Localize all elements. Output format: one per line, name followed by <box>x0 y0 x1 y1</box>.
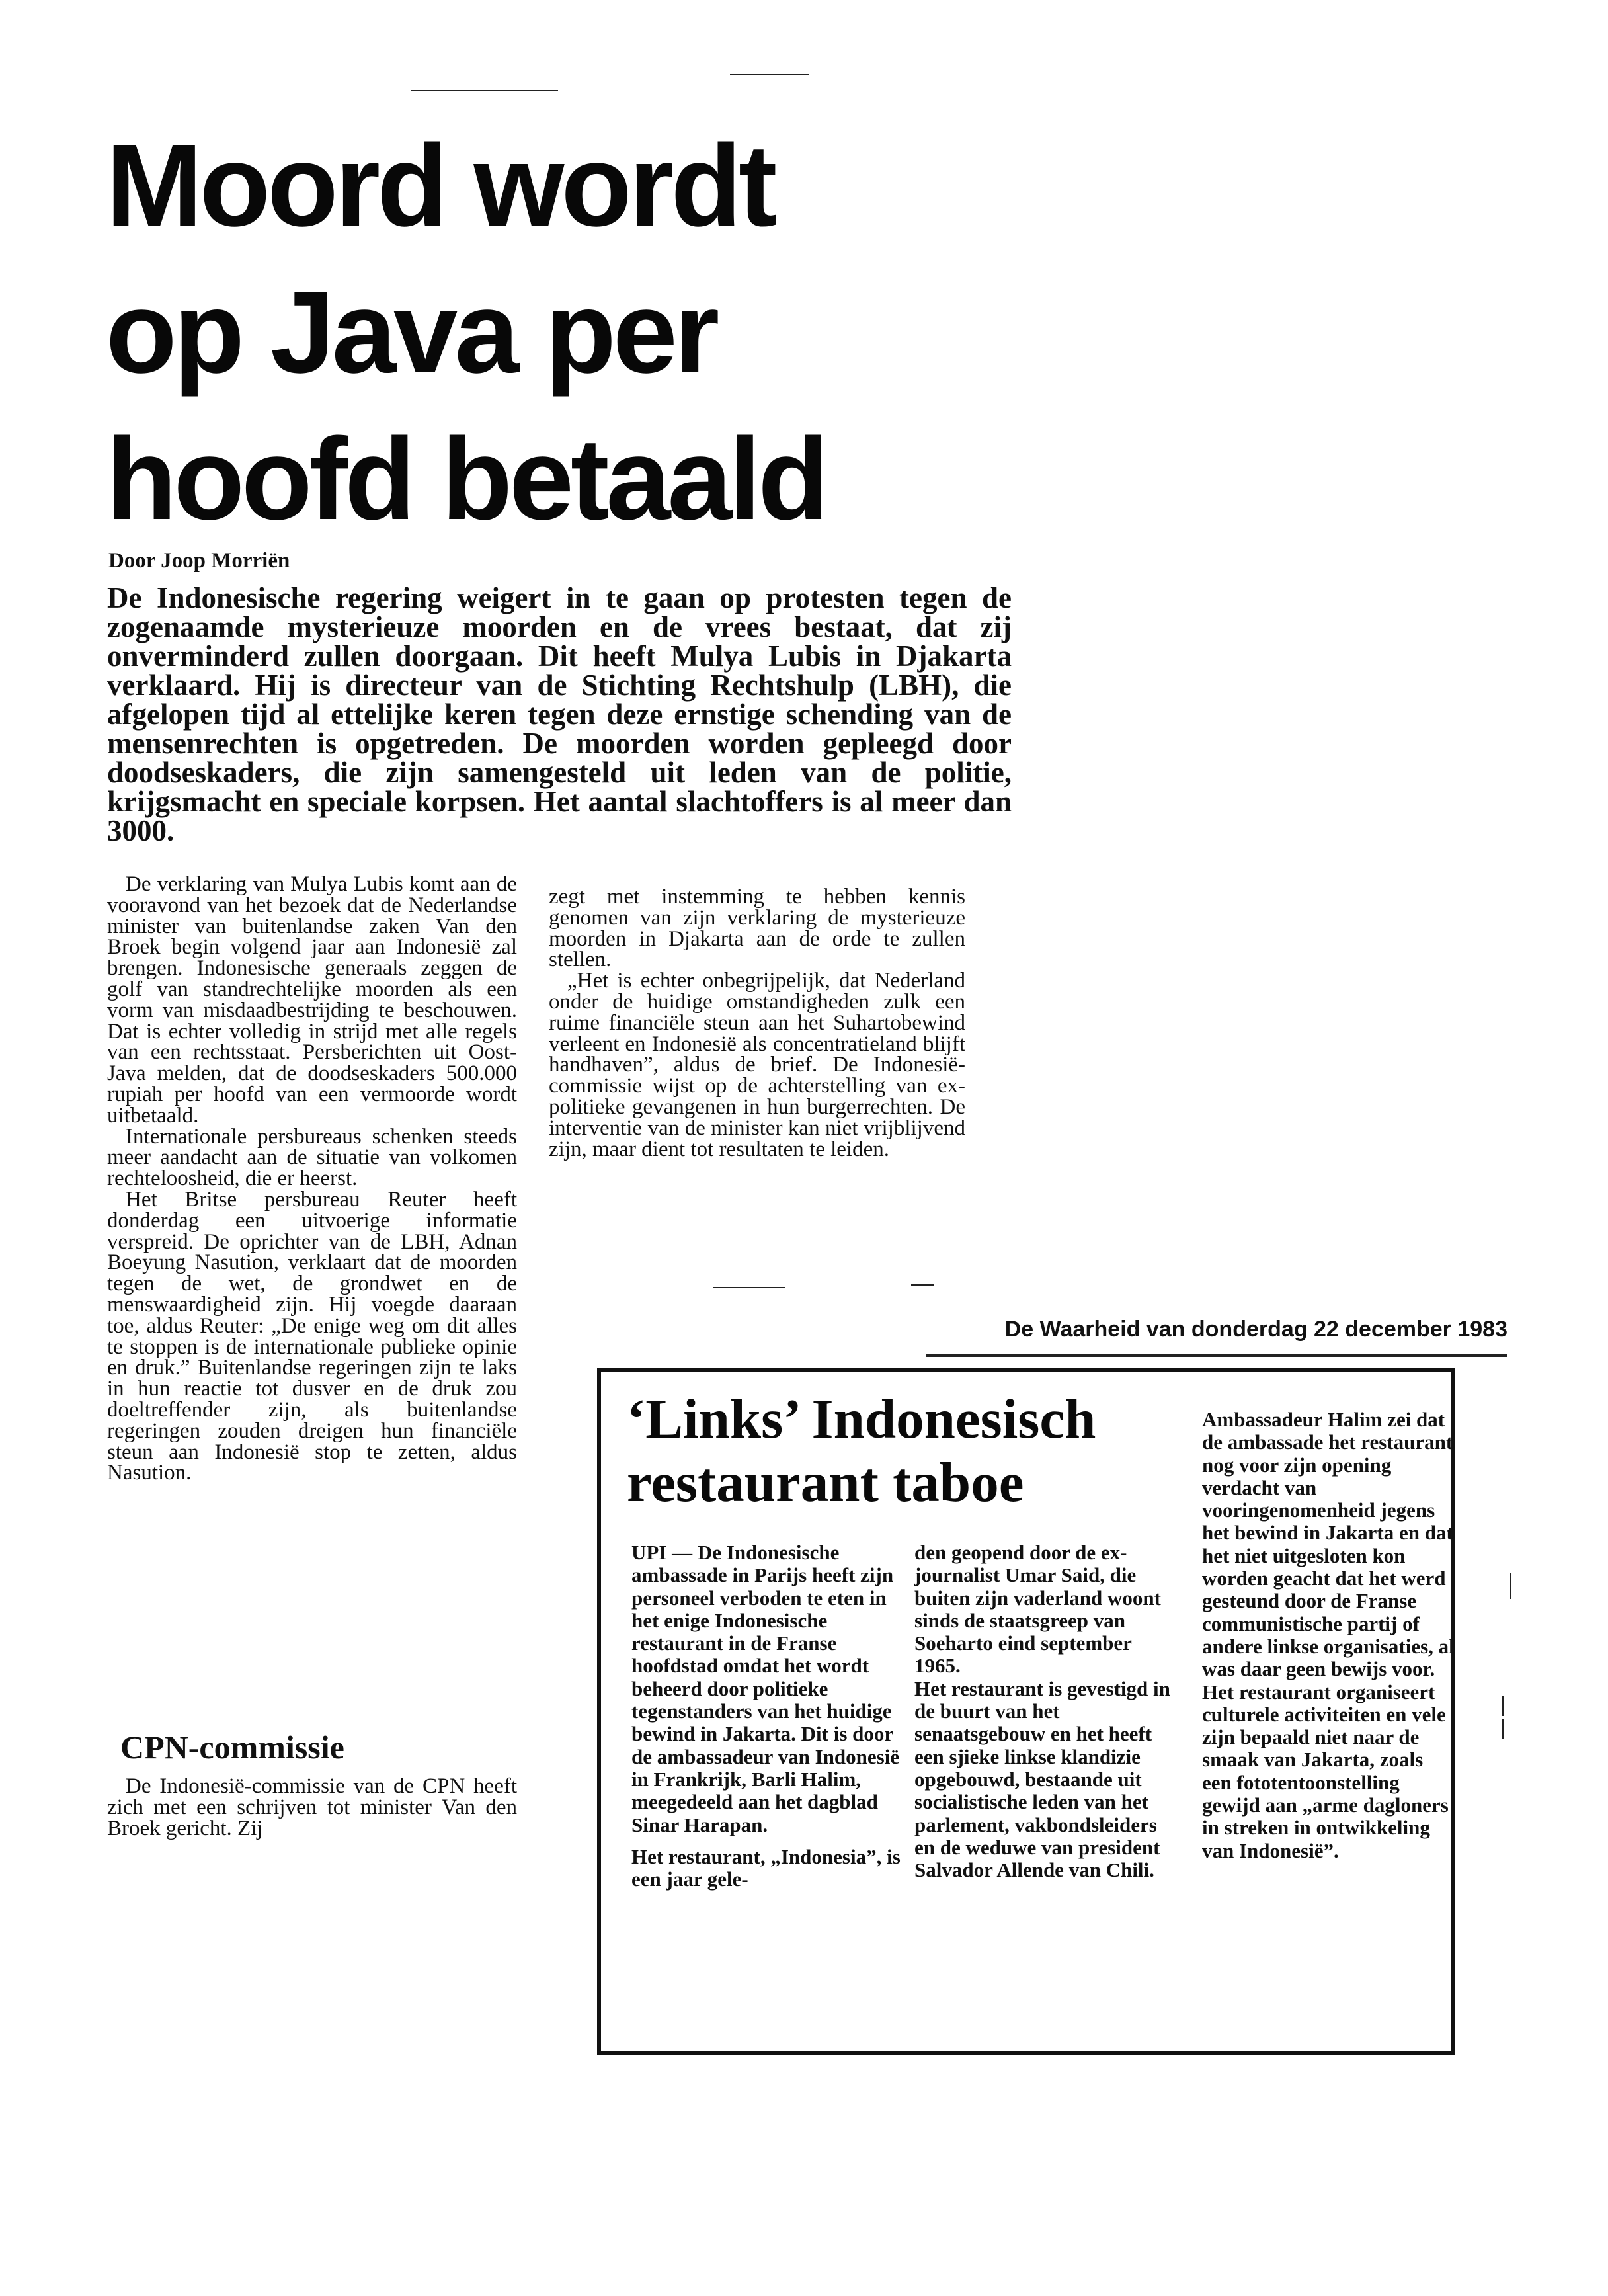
boxed-title-line: ‘Links’ Indonesisch <box>627 1388 1096 1450</box>
subheading: CPN-commissie <box>120 1729 344 1766</box>
source-line: De Waarheid van donderdag 22 december 1983 <box>1004 1317 1508 1342</box>
boxed-column-2 <box>914 1541 1179 1881</box>
source-underline <box>926 1354 1508 1357</box>
article-column-1 <box>107 874 517 1484</box>
boxed-paragraph: Het restaurant is gevestigd in de buurt van het senaatsgebouw en het heeft een sjieke linkse klandizie opgebouwd, bestaande uit socialistische leden van het parlement, vakbondsleiders en de weduwe van president Salvador Allende van Chili. <box>914 1676 1170 1882</box>
boxed-paragraph: Ambassadeur Halim zei dat de ambassade het restaurant nog voor zijn opening verdacht van vooringenomenheid jegens het bewind in Jakarta en dat het niet uitgesloten kon worden geacht dat het werd gesteund door de Franse communistische partij of andere linkse organisaties, al was daar geen bewijs voor. <box>1202 1408 1455 1681</box>
column-end-rule <box>713 1287 785 1288</box>
article-column-2 <box>549 887 965 1160</box>
headline-line: Moord wordt <box>106 121 774 251</box>
article-paragraph: zegt met instemming te hebben kennis genomen van zijn verklaring de mysterieuze moorden in Djakarta aan de orde te zullen stellen. <box>549 885 965 972</box>
article-paragraph: Internationale persbureaus schenken steeds meer aandacht aan de situatie van volkomen rechteloosheid, die er heerst. <box>107 1124 517 1191</box>
boxed-paragraph: UPI — De Indonesische ambassade in Parijs heeft zijn personeel verboden te eten in het enige Indonesische restaurant in de Franse hoofdstad omdat het wordt beheerd door politieke tegenstanders van het huidige bewind in Jakarta. Dit is door de ambassadeur van Indonesië in Frankrijk, Barli Halim, meegedeeld aan het dagblad Sinar Harapan. <box>631 1541 900 1836</box>
boxed-column-1 <box>631 1541 909 1891</box>
boxed-paragraph: Het restaurant organiseert culturele activiteiten en vele zijn bepaald niet naar de smaak van Jakarta, zoals een fototentoonstelling gewijd aan „arme dagloners in streken in ontwikkeling van Indonesië”. <box>1202 1680 1449 1862</box>
scan-mark-top-right <box>730 74 809 75</box>
boxed-column-3 <box>1202 1409 1457 1862</box>
boxed-title-line: restaurant taboe <box>627 1452 1024 1514</box>
margin-mark <box>1502 1696 1504 1716</box>
lead-paragraph: De Indonesische regering weigert in te gaan op protesten tegen de zogenaamde mysterieuze moorden en de vrees bestaat, dat zij onverminderd zullen doorgaan. Dit heeft Mulya Lubis in Djakarta verklaard. Hij is directeur van de Stichting Rechtshulp (LBH), die afgelopen tijd al ettelijke keren tegen deze ernstige schending van de mensenrechten is opgetreden. De moorden worden gepleegd door doodseskaders, die zijn samengesteld uit leden van de politie, krijgsmacht en speciale korpsen. Het aantal slachtoffers is al meer dan 3000. <box>107 581 1012 847</box>
headline-line: op Java per <box>106 268 717 397</box>
article-paragraph: Het Britse persbureau Reuter heeft donderdag een uitvoerige informatie verspreid. De oprichter van de LBH, Adnan Boeyung Nasution, verklaart dat de moorden tegen de wet, de grondwet en de menswaardigheid zijn. Hij voegde daaraan toe, aldus Reuter: „De enige weg om dit alles te stoppen is de internationale publieke opinie en druk.” Buitenlandse regeringen zijn te laks in hun reactie tot dusver en de druk zou doeltreffender zijn, als buitenlandse regeringen zouden dreigen hun financiële steun aan Indonesië stop te zetten, aldus Nasution. <box>107 1187 517 1485</box>
article-paragraph: De Indonesië-commissie van de CPN heeft zich met een schrijven tot minister Van den Broek gericht. Zij <box>107 1774 517 1840</box>
headline-line: hoofd betaald <box>106 415 826 544</box>
article-paragraph: De verklaring van Mulya Lubis komt aan de vooravond van het bezoek dat de Nederlandse minister van buitenlandse zaken Van den Broek begin volgend jaar aan Indonesië zal brengen. Indonesische generaals zeggen de golf van standrechtelijke moorden als een vorm van misdaadbestrijding te beschouwen. Dat is echter volledig in strijd met alle regels van een rechtsstaat. Persberichten uit Oost-Java melden, dat de doodseskaders 500.000 rupiah per hoofd van een vermoorde wordt uitbetaald. <box>107 872 517 1128</box>
boxed-paragraph: den geopend door de ex-journalist Umar Said, die buiten zijn vaderland woont sinds de staatsgreep van Soeharto eind september 1965. <box>914 1541 1161 1678</box>
article-column-1-continued <box>107 1776 517 1839</box>
margin-mark <box>1502 1719 1504 1739</box>
column-end-rule-right <box>911 1284 934 1286</box>
byline: Door Joop Morriën <box>108 549 290 573</box>
boxed-article-title <box>627 1387 1189 1514</box>
scan-mark-top <box>411 90 558 91</box>
headline <box>106 112 1031 553</box>
margin-mark <box>1510 1573 1511 1599</box>
article-paragraph: „Het is echter onbegrijpelijk, dat Nederland onder de huidige omstandigheden zulk een ruime financiële steun aan het Suhartobewind verleent en Indonesië als concentratieland blijft handhaven”, aldus de brief. De Indonesië-commissie wijst op de achterstelling van ex-politieke gevangenen in hun burgerrechten. De interventie van de minister kan niet vrijblijvend zijn, maar dient tot resultaten te leiden. <box>549 969 965 1161</box>
boxed-paragraph: Het restaurant, „Indonesia”, is een jaar gele- <box>631 1844 901 1891</box>
